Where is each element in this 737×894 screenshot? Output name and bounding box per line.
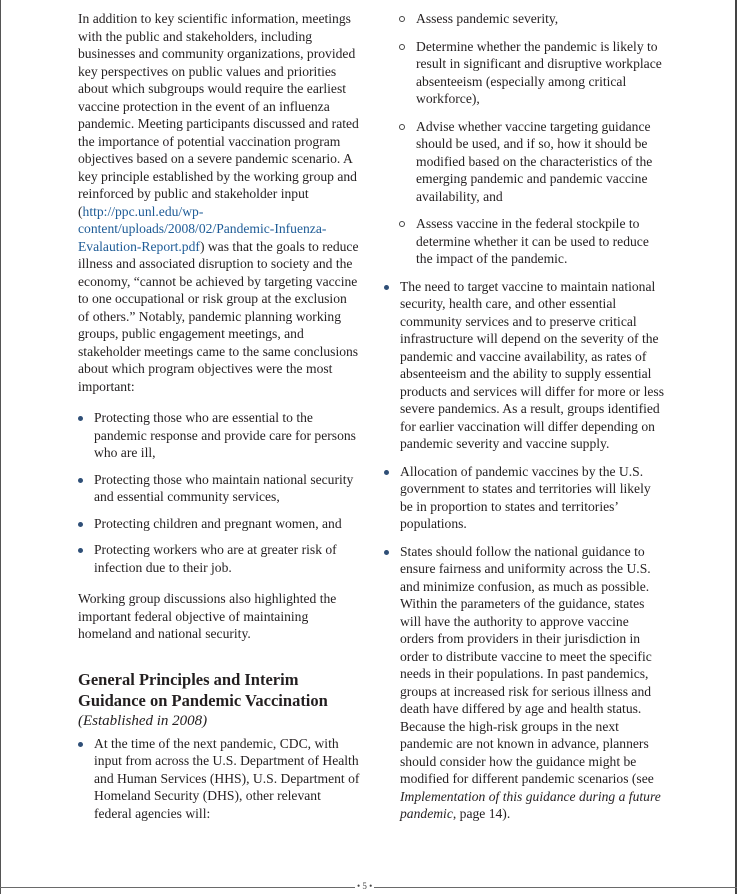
list-item: Protecting those who are essential to the pandemic response and provide care for persons who are ill,	[78, 409, 360, 462]
sub-list-item: Assess pandemic severity,	[384, 10, 666, 28]
right-column	[384, 10, 666, 823]
report-link[interactable]: http://ppc.unl.edu/wp-content/uploads/2008/02/Pandemic-Infuenza-Evalaution-Report.pdf	[78, 203, 327, 254]
section-heading: General Principles and Interim Guidance on Pandemic Vaccination	[78, 669, 328, 710]
sub-list	[384, 10, 666, 268]
implementation-reference: Implementation of this guidance during a future pandemic	[400, 788, 661, 821]
list-item: The need to target vaccine to maintain national security, health care, and other essential community services and to preserve critical infrastructure will depend on the severity of the pandemic and vaccine availability, as rates of absenteeism and the ability to supply essential products and services will differ for more or less severe pandemics. As a result, groups identified for earlier vaccination will differ depending on pandemic severity and vaccine supply.	[384, 278, 666, 453]
intro-paragraph	[78, 10, 360, 395]
objectives-list	[78, 409, 360, 576]
list-item: States should follow the national guidance to ensure fairness and uniformity across the U.S. and minimize confusion, as much as possible. Within the parameters of the guidance, states will have the authority to approve vaccine orders from providers in their jurisdiction in order to distribute vaccine to meet the specific needs in their populations. In past pandemics, groups at increased risk for serious illness and death have differed by age and health status. Because the high-risk groups in the next pandemic are not known in advance, planners should consider how the guidance might be modified for different pandemic scenarios (see Implementation of this guidance during a future pandemic, page 14).	[384, 543, 666, 823]
bullet-icon	[384, 550, 389, 555]
intro-text-cont: ) was that the goals to reduce illness and associated disruption to society and the economy, “cannot be achieved by targeting vaccine to one occupational or risk group at the exclusion of others.” Notably, pandemic planning working groups, public engagement meetings, and stakeholder meetings came to the same conclusions about which program objectives were the most important:	[78, 238, 359, 394]
bullet-icon	[78, 548, 83, 553]
list-item: Protecting children and pregnant women, and	[78, 515, 360, 533]
bullet-icon	[78, 522, 83, 527]
bullet-icon	[78, 416, 83, 421]
page-left-border	[0, 0, 1, 894]
circle-bullet-icon	[399, 16, 405, 22]
sub-list-item: Determine whether the pandemic is likely to result in significant and disruptive workplace absenteeism (especially among critical workforce),	[384, 38, 666, 108]
bullet-icon	[384, 285, 389, 290]
bullet-icon	[384, 470, 389, 475]
list-item: Protecting workers who are at greater risk of infection due to their job.	[78, 541, 360, 576]
list-item: At the time of the next pandemic, CDC, with input from across the U.S. Department of Health and Human Services (HHS), U.S. Department of Homeland Security (DHS), other relevant federal agencies will:	[78, 735, 360, 823]
page-number: • 5 •	[357, 881, 373, 891]
circle-bullet-icon	[399, 221, 405, 227]
circle-bullet-icon	[399, 44, 405, 50]
cdc-list	[78, 735, 360, 823]
discussion-paragraph: Working group discussions also highlighted the important federal objective of maintaining homeland and national security.	[78, 591, 337, 641]
sub-list-item: Assess vaccine in the federal stockpile to determine whether it can be used to reduce the impact of the pandemic.	[384, 215, 666, 268]
list-item: Allocation of pandemic vaccines by the U.S. government to states and territories will likely be in proportion to states and territories’ populations.	[384, 463, 666, 533]
bullet-icon	[78, 742, 83, 747]
sub-list-item: Advise whether vaccine targeting guidance should be used, and if so, how it should be modified based on the characteristics of the emerging pandemic and pandemic vaccine availability, and	[384, 118, 666, 206]
bullet-icon	[78, 478, 83, 483]
intro-text: In addition to key scientific information, meetings with the public and stakeholders, including businesses and community organizations, provided key perspectives on public values and priorities about which subgroups would require the earliest vaccine protection in the event of an influenza pandemic. Meeting participants discussed and rated the importance of potential vaccination program objectives based on a severe pandemic scenario. A key principle established by the working group and reinforced by public and stakeholder input (	[78, 11, 359, 219]
principles-list	[384, 278, 666, 823]
circle-bullet-icon	[399, 124, 405, 130]
list-item: Protecting those who maintain national security and essential community services,	[78, 471, 360, 506]
section-subtitle: (Established in 2008)	[78, 712, 208, 729]
left-column	[78, 10, 360, 822]
